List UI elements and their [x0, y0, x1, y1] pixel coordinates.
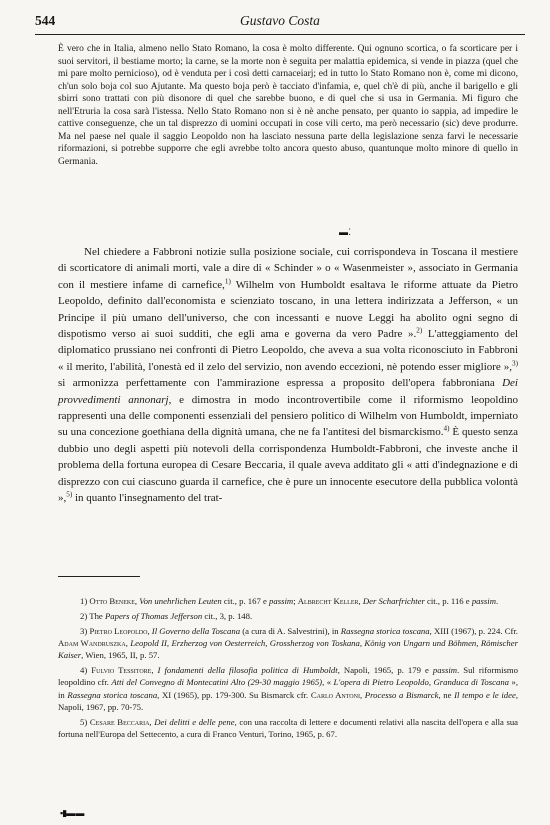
- body-text-3: L'atteggiamento del diplomatico prussiano nei confronti di Pietro Leopoldo, che aveva a sua volta riconosciuto in Fabbroni « il merito, l'abilità, l'onestà ed il zelo del servizio, non avendo eccezioni, nè potendo esser migliore »,: [58, 328, 519, 373]
- footnote-title: passim: [269, 596, 294, 606]
- footnote-title: passim: [432, 664, 458, 675]
- footnote-title: L'opera di Pietro Leopoldo, Granduca di Toscana: [333, 677, 510, 688]
- footnote-text: cit., p. 116 e: [424, 596, 472, 606]
- footnote-author: Fulvio Tessitore: [91, 664, 152, 675]
- footnote-title: Il tempo e le idee: [454, 689, 516, 700]
- footnote-number: 5): [80, 716, 88, 727]
- footnote-title: Leopold II, Erzherzog von Oesterreich, Grossherzog von Toskana, König von Ungarn und Böhmen, Römischer Kaiser: [58, 637, 518, 661]
- page-number: 544: [35, 13, 56, 28]
- footnote-title: Atti del Convegno di Montecatini Alto (29-30 maggio 1965): [111, 677, 323, 688]
- footnote-author: Otto Beneke: [89, 596, 135, 606]
- footnote-number: 2): [80, 610, 88, 621]
- header-rule: [35, 34, 525, 35]
- footnote-1: [58, 595, 518, 607]
- footnote-rule: [58, 576, 140, 577]
- footnote-text: , Napoli, 1967, pp. 70-75.: [58, 689, 519, 712]
- body-text-1: Nel chiedere a Fabbroni notizie sulla posizione sociale, cui corrispondeva in Toscana il mestiere di scorticatore di animali morti, vale a dire di « Schinder » o « Wasenmeister », associato in Germania con il mestiere infame di carnefice,: [58, 246, 518, 291]
- footnote-text: , Napoli, 1965, p. 179 e: [337, 664, 433, 675]
- body-text-4: si armonizza perfettamente con l'ammirazione espressa a proposito dell'opera fabbroniana: [58, 377, 503, 390]
- footnote-ref-1: 1): [224, 277, 231, 286]
- footnote-text: , ne: [438, 689, 455, 700]
- footnote-2: [58, 610, 518, 622]
- body-text-5: , e dimostra in modo incontrovertibile come il riformismo leopoldino rappresenti una delle componenti essenziali del pensiero politico di Wilhelm von Humboldt, imperniato su una concezione goethiana della dignità umana, che ne fa l'antitesi del bismarckismo.: [58, 393, 519, 439]
- running-title: Gustavo Costa: [240, 13, 320, 28]
- footnote-text: ,: [149, 716, 155, 727]
- footnote-author: Carlo Antoni: [310, 689, 360, 700]
- footnote-title: Papers of Thomas Jefferson: [104, 610, 203, 621]
- footnote-text: ,: [151, 664, 158, 675]
- footnote-ref-3: 3): [512, 359, 518, 368]
- body-text-7: in quanto l'insegnamento del trat-: [72, 492, 223, 505]
- footnote-ref-5: 5): [66, 490, 73, 499]
- footnote-number: 1): [80, 596, 88, 606]
- footnote-author: Pietro Leopoldo: [89, 625, 148, 636]
- footnote-text: , XI (1965), pp. 179-300. Su Bismarck cfr.: [157, 689, 311, 700]
- footnote-title: passim: [471, 596, 496, 606]
- footnote-text: (a cura di A. Salvestrini), in: [240, 625, 341, 636]
- footnote-number: 4): [80, 664, 88, 675]
- footnote-text: , con una raccolta di lettere e documenti relativi alla nascita dell'opera e alla sua fortuna nell'Europa del Settecento, a cura di Franco Venturi, Torino, 1965, p. 67.: [58, 716, 519, 739]
- footnote-title: Processo a Bismarck: [364, 689, 439, 700]
- footnote-text: , XIII (1967), p. 224. Cfr.: [429, 625, 518, 636]
- body-text-2: Wilhelm von Humboldt esaltava le riforme attuate da Pietro Leopoldo, definito dall'economista e scienziato toscano, in una lettera indirizzata a Jefferson, « un Principe il più umano dell'universo, che con incessanti e nuove Leggi ha abolito ogni segno di dispotismo verso ai suoi sudditi, che egli ama e governa da vero Padre ».: [58, 278, 518, 341]
- footnote-text: , Wien, 1965, II, p. 57.: [81, 650, 160, 661]
- footnote-title: Il Governo della Toscana: [151, 625, 241, 636]
- footnote-title: Von unehrlichen Leuten: [139, 596, 222, 606]
- footnote-text: ,: [134, 596, 140, 606]
- footnote-author: Albrecht Keller: [297, 596, 359, 606]
- footnote-text: ;: [293, 596, 298, 606]
- footnote-title: Dei delitti e delle pene: [154, 716, 235, 727]
- quoted-letter-paragraph: È vero che in Italia, almeno nello Stato Romano, la cosa è molto differente. Qui ognuno scortica, o fa scorticare per i suoi servitori, il bestiame morto; la carne, se la morte non è seguita per malattia epidemica, si vende in piazza (quel che mi pare molto pernicioso), od è venduta per i così detti carnaceiarj; ed in tutto lo Stato Romano non è, come mi dicono, ch'un solo boja col suo Ajutante. Ma questo boja però è tacciato d'infamia, e, quel ch'è di più, anche il barigello e gli sbirri sono trattati con più disonore di quel che sarebbe buono, e di quel che si usa in Germania. Mi figuro che nell'Etruria la cosa sarà l'istessa. Nello Stato Romano non si è nè anche pensato, per quanto io sappia, ad impedire le cattive conseguenze, che un tal disprezzo di uomini occupati in cose vili certo, ma però necessario (sic) deve produrre. Ma nel paese nel quale il saggio Leopoldo non ha lasciato nessuna parte della legislazione senza farvi le necessarie riformazioni, si potrebbe supporre che egli avrebbe tolto ancora questo abuso, quantunque molto minore di quello in Germania.: [58, 44, 518, 167]
- footnote-4: [58, 664, 518, 713]
- printer-mark: ▬ ⁚: [339, 227, 351, 237]
- footnote-author: Adam Wandruszka: [58, 637, 126, 648]
- body-paragraph: [58, 244, 518, 507]
- footnote-text: cit., p. 167 e: [221, 596, 270, 606]
- footnote-title: I fondamenti della filosofia politica di Humboldt: [157, 664, 338, 675]
- footnote-text: ,: [125, 637, 131, 648]
- footnote-text: ,: [147, 625, 152, 636]
- footnote-text: .: [495, 596, 499, 606]
- footnote-text: cit., 3, p. 148.: [202, 610, 253, 621]
- footnote-3: [58, 625, 518, 662]
- footnote-text: ,: [358, 596, 363, 606]
- footnote-ref-2: 2): [416, 326, 423, 335]
- running-header: [35, 13, 525, 33]
- footnote-text: , «: [322, 677, 334, 688]
- footnote-text: . Sul riformismo leopoldino cfr.: [58, 664, 518, 688]
- footnote-text: », in: [58, 677, 519, 700]
- footnote-5: [58, 716, 518, 741]
- footnote-number: 3): [80, 625, 88, 636]
- footnote-title: Der Scharfrichter: [362, 596, 425, 606]
- footnote-text: The: [89, 610, 105, 621]
- printer-mark: ▪▮▬ ▬: [60, 808, 84, 818]
- footnote-text: ,: [359, 689, 365, 700]
- footnote-title: Rassegna storica toscana: [67, 689, 158, 700]
- footnote-title: Rassegna storica toscana: [340, 625, 430, 636]
- footnotes: [58, 595, 518, 743]
- body-text-6: È questo senza dubbio uno degli aspetti più notevoli della corrispondenza Humboldt-Fabbroni, che investe anche il problema della fortuna europea di Cesare Beccaria, il quale aveva additato gli « atti d'indegnazione e di disprezzo con cui ciascuno guarda il carnefice, che è pure un innocente esecutore della pubblica volontà »,: [58, 426, 518, 505]
- body-italic-title: Dei provvedimenti annonarj: [58, 377, 518, 406]
- footnote-ref-4: 4): [443, 424, 450, 433]
- footnote-author: Cesare Beccaria: [89, 716, 150, 727]
